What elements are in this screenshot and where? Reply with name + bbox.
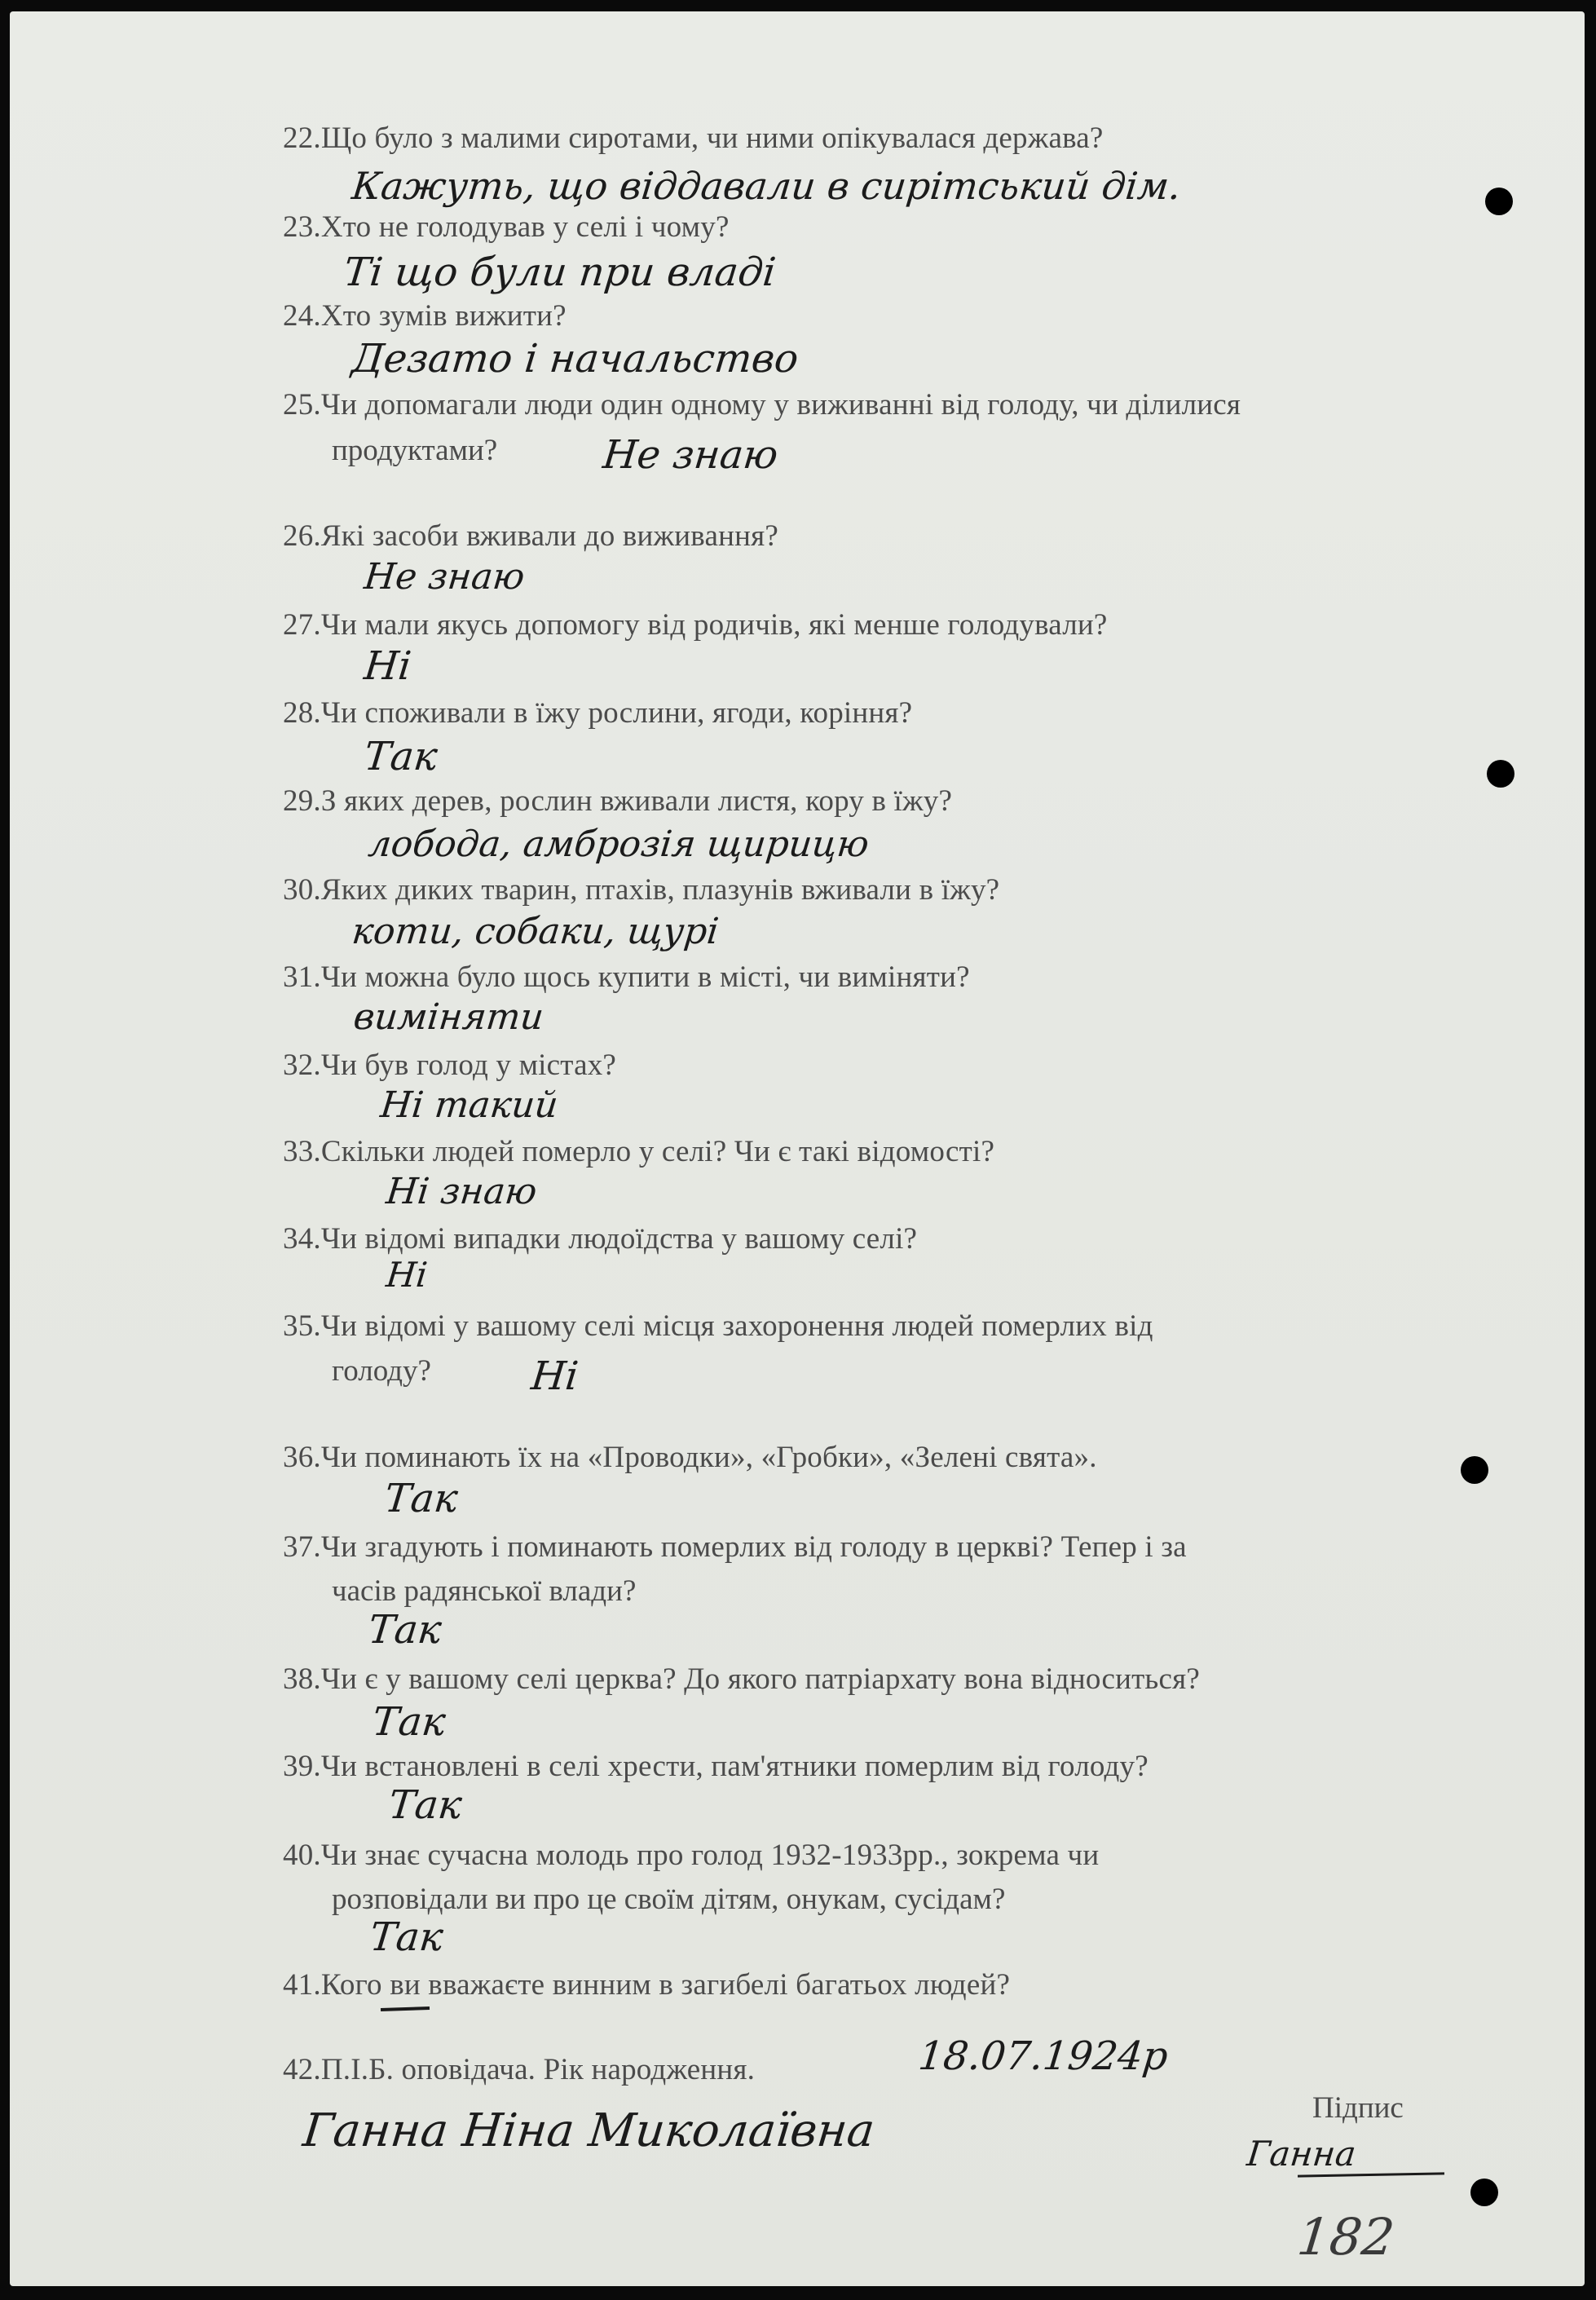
answer-26: Не знаю [362,556,527,598]
punch-hole [1470,2179,1498,2206]
answer-22: Кажуть, що віддавали в сирітський дім. [350,164,1184,208]
answer-32: Ні такий [378,1084,561,1126]
answer-23: Ті що були при владі [342,249,778,295]
answer-37: Так [366,1607,444,1653]
question-40-continuation: розповідали ви про це своїм дітям, онукам, сусідам? [332,1883,1006,1916]
answer-36: Так [382,1476,461,1521]
page-number: 182 [1294,2207,1398,2267]
answer-34: Ні [384,1255,430,1295]
answer-40: Так [368,1914,446,1960]
question-34: 34.Чи відомі випадки людоїдства у вашому селі? [283,1222,918,1256]
answer-27: Ні [362,643,414,689]
question-37: 37.Чи згадують і поминають померлих від голоду в церкві? Тепер і за [283,1530,1187,1564]
answer-42-birth-date: 18.07.1924р [916,2033,1171,2079]
document-page [10,11,1585,2286]
question-24: 24.Хто зумів вижити? [283,299,567,333]
answer-24: Дезато і начальство [350,336,801,382]
answer-33: Ні знаю [384,1171,540,1212]
question-40: 40.Чи знає сучасна молодь про голод 1932-1933рр., зокрема чи [283,1839,1100,1872]
question-31: 31.Чи можна було щось купити в місті, чи виміняти? [283,960,970,994]
question-35: 35.Чи відомі у вашому селі місця захоронення людей померлих від [283,1309,1153,1343]
question-35-continuation: голоду? [332,1354,431,1388]
question-41: 41.Кого ви вважаєте винним в загибелі багатьох людей? [283,1968,1011,2002]
answer-28: Так [362,734,440,779]
question-25-continuation: продуктами? [332,434,498,467]
question-42: 42.П.І.Б. оповідача. Рік народження. [283,2053,756,2086]
question-32: 32.Чи був голод у містах? [283,1048,617,1082]
question-27: 27.Чи мали якусь допомогу від родичів, які менше голодували? [283,608,1108,642]
answer-25: Не знаю [601,432,781,478]
question-38: 38.Чи є у вашому селі церква? До якого патріархату вона відноситься? [283,1662,1200,1696]
question-36: 36.Чи поминають їх на «Проводки», «Гробки», «Зелені свята». [283,1441,1097,1474]
answer-29: лобода, амброзія щирицю [366,823,871,865]
answer-31: виміняти [351,996,546,1038]
signature: Ганна [1245,2134,1358,2174]
question-33: 33.Скільки людей померло у селі? Чи є такі відомості? [283,1135,995,1168]
question-28: 28.Чи споживали в їжу рослини, ягоди, коріння? [283,696,913,730]
question-30: 30.Яких диких тварин, птахів, плазунів вживали в їжу? [283,873,1000,907]
question-26: 26.Які засоби вживали до виживання? [283,519,778,553]
signature-label: Підпис [1312,2091,1404,2125]
question-37-continuation: часів радянської влади? [332,1574,637,1608]
question-25: 25.Чи допомагали люди один одному у виживанні від голоду, чи ділилися [283,388,1241,422]
question-29: 29.З яких дерев, рослин вживали листя, кору в їжу? [283,784,953,818]
question-23: 23.Хто не голодував у селі і чому? [283,210,730,244]
answer-35: Ні [529,1353,581,1399]
answer-30: коти, собаки, щурі [350,911,721,952]
answer-39: Так [386,1782,465,1828]
answer-38: Так [370,1699,448,1745]
answer-41-dash [381,2006,430,2011]
narrator-name: Ганна Ніна Миколаївна [300,2104,878,2157]
question-39: 39.Чи встановлені в селі хрести, пам'ятники померлим від голоду? [283,1750,1149,1783]
question-22: 22.Що було з малими сиротами, чи ними опікувалася держава? [283,121,1104,155]
